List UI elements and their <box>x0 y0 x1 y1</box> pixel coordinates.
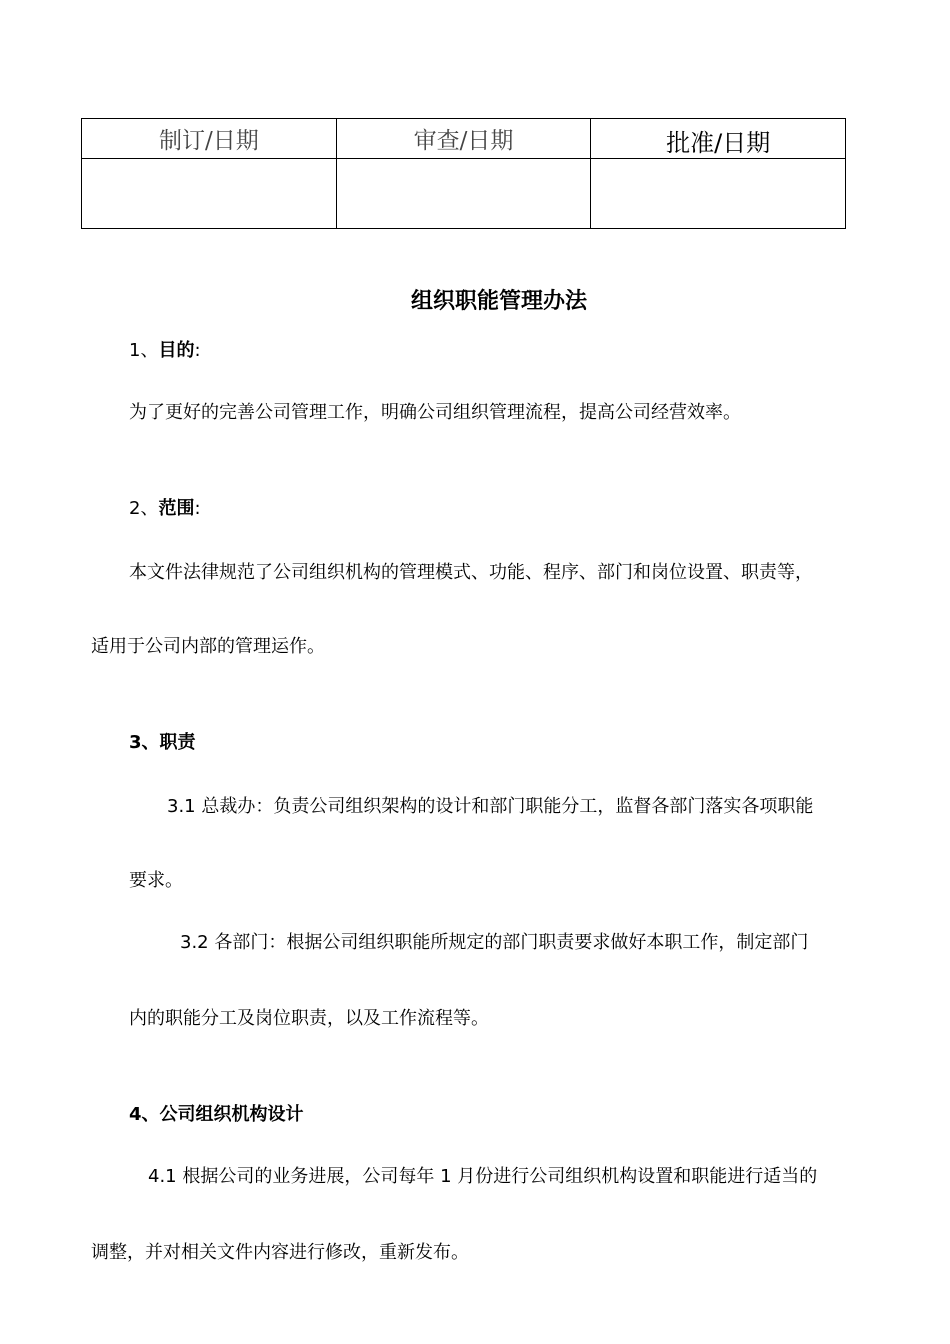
drafted-date-header: 制订/日期 <box>82 119 337 159</box>
section-4-heading: 4、公司组织机构设计 <box>129 1104 304 1125</box>
section-1-body: 为了更好的完善公司管理工作，明确公司组织管理流程，提高公司经营效率。 <box>129 402 741 423</box>
approval-sign-row <box>82 159 846 229</box>
section-1-colon: : <box>194 340 201 361</box>
section-3-1-line-1: 3.1 总裁办：负责公司组织架构的设计和部门职能分工，监督各部门落实各项职能 <box>167 796 814 817</box>
section-1-number: 1、 <box>129 340 159 361</box>
approved-date-header: 批准/日期 <box>591 119 846 159</box>
approval-header-row <box>82 119 846 159</box>
section-2-colon: : <box>194 498 201 519</box>
section-3-1-line-2: 要求。 <box>129 870 183 891</box>
section-2-body-line-1: 本文件法律规范了公司组织机构的管理模式、功能、程序、部门和岗位设置、职责等， <box>129 562 813 583</box>
reviewed-date-header: 审查/日期 <box>336 119 591 159</box>
section-1-heading <box>129 340 201 362</box>
approved-date-cell[interactable] <box>591 159 846 229</box>
section-2-body-line-2: 适用于公司内部的管理运作。 <box>91 636 325 657</box>
section-2-number: 2、 <box>129 498 159 519</box>
reviewed-date-cell[interactable] <box>336 159 591 229</box>
section-1-title: 目的 <box>158 340 195 361</box>
drafted-date-cell[interactable] <box>82 159 337 229</box>
section-4-1-line-2: 调整，并对相关文件内容进行修改，重新发布。 <box>91 1242 469 1263</box>
section-2-heading <box>129 498 201 520</box>
section-2-title: 范围 <box>158 498 195 519</box>
section-3-2-line-2: 内的职能分工及岗位职责，以及工作流程等。 <box>129 1008 489 1029</box>
section-4-1-line-1: 4.1 根据公司的业务进展，公司每年 1 月份进行公司组织机构设置和职能进行适当的 <box>148 1166 818 1187</box>
section-3-heading: 3、职责 <box>129 732 196 753</box>
document-title: 组织职能管理办法 <box>410 289 587 314</box>
section-3-2-line-1: 3.2 各部门：根据公司组织职能所规定的部门职责要求做好本职工作，制定部门 <box>180 932 809 953</box>
approval-table <box>81 118 846 229</box>
